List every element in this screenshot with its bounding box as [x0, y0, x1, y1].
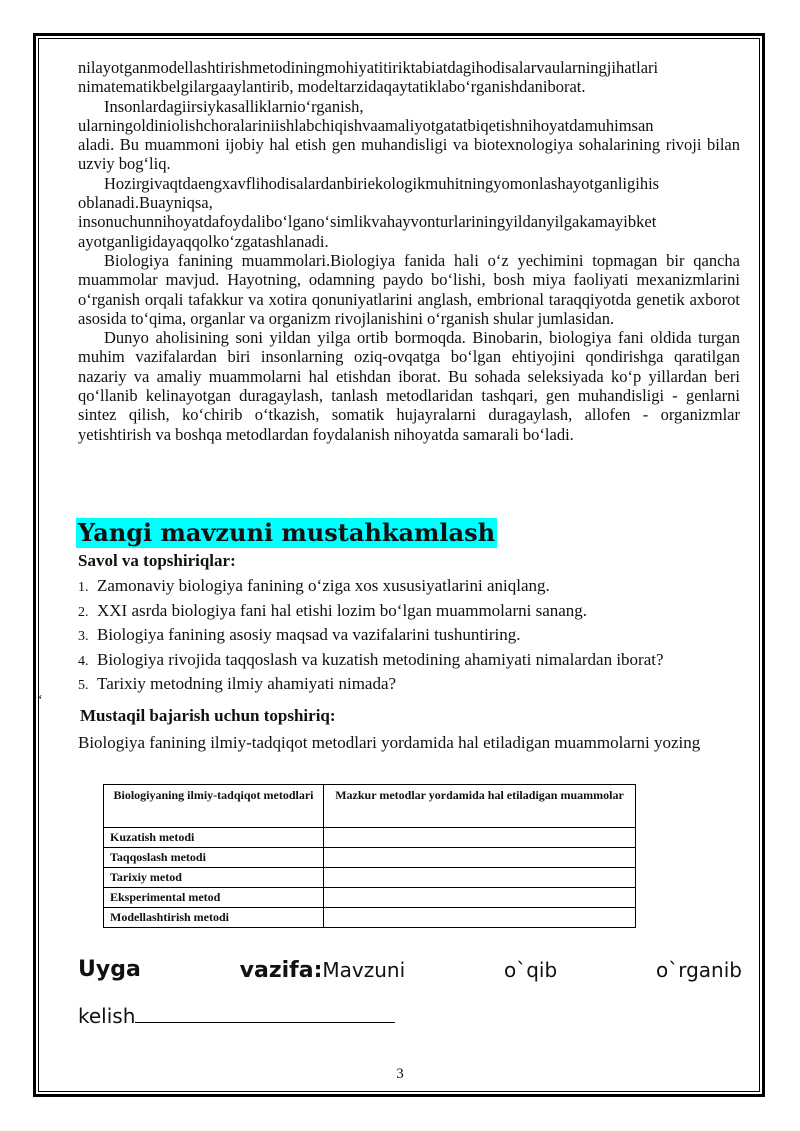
question-item: [78, 623, 664, 648]
table-header-problems: Mazkur metodlar yordamida hal etiladigan muammolar: [324, 785, 636, 828]
table-cell-method: Kuzatish metodi: [104, 828, 324, 848]
paragraph: Hozirgivaqtdaengxavflihodisalardanbiriekologikmuhitningyomonlashayotganligihis: [104, 173, 660, 193]
table-header-methods: Biologiyaning ilmiy-tadqiqot metodlari: [104, 785, 324, 828]
question-number: 4.: [78, 653, 89, 669]
table-cell-method: Modellashtirish metodi: [104, 908, 324, 928]
text-line: nilayotganmodellashtirishmetodiningmohiyatitiriktabiatdagihodisalarvaularningjihatlari: [78, 58, 659, 77]
question-text: Tarixiy metodning ilmiy ahamiyati nimada?: [97, 674, 397, 694]
question-item: [78, 574, 664, 599]
table-row: [104, 868, 636, 888]
table-cell-answer[interactable]: [324, 828, 636, 848]
homework-label-1: Uyga: [78, 957, 141, 982]
table-cell-method: Tarixiy metod: [104, 868, 324, 888]
homework: [78, 953, 742, 1030]
paragraph: Dunyo aholisining soni yildan yilga ortib bormoqda. Binobarin, biologiya fani oldida turgan muhim vazifalardan biri insonlarning oziq-ovqatga bo‘lgan ehtiyojini qondirishga qaratilgan nazariy va amaliy muammolarni hal etishdan iborat. Bu sohada seleksiyada ko‘p yillardan beri qo‘llanib kelinayotgan duragaylash, tanlash metodlaridan tashqari, gen muhandisligi - genlarni sintez qilish, ko‘chirib o‘tkazish, somatik hujayralarni duragaylash, allofen - organizmlar yetishtirish va boshqa metodlardan foydalanish nihoyatda samarali bo‘ladi.: [78, 328, 740, 444]
text-line: ularningoldiniolishchoralariniishlabchiqishvaamaliyotgatatbiqetishnihoyatdamuhimsan: [78, 115, 654, 135]
table-cell-method: Taqqoslash metodi: [104, 848, 324, 868]
paragraph: Insonlardagiirsiykasalliklarnio‘rganish,: [104, 96, 364, 116]
question-text: Zamonaviy biologiya fanining o‘ziga xos xususiyatlarini aniqlang.: [97, 576, 550, 595]
table-row: [104, 828, 636, 848]
task-heading: Mustaqil bajarish uchun topshiriq:: [80, 706, 336, 725]
table-cell-answer[interactable]: [324, 908, 636, 928]
text-line: oblanadi.Buayniqsa,: [78, 193, 213, 213]
body-text: [78, 58, 740, 444]
methods-table: [103, 784, 636, 928]
homework-line: [78, 1000, 742, 1030]
text-line: insonuchunnihoyatdafoydalibo‘lgano‘simlikvahayvonturlariningyildanyilgakamayibket: [78, 212, 657, 232]
section-title: Yangi mavzuni mustahkamlash: [78, 518, 496, 547]
page-number: 3: [396, 1066, 404, 1082]
homework-word: Mavzuni: [322, 958, 406, 982]
homework-blank-line[interactable]: [135, 1000, 395, 1023]
homework-word: o`rganib: [656, 958, 742, 982]
stray-mark: ‘: [38, 693, 43, 708]
task-text: Biologiya fanining ilmiy-tadqiqot metodlari yordamida hal etiladigan muammolarni yozing: [78, 733, 701, 752]
paragraph: aladi. Bu muammoni ijobiy hal etish gen muhandisligi va biotexnologiya sohalarining rivoji bilan uzviy bog‘liq.: [78, 135, 740, 174]
homework-word: o`qib: [503, 958, 558, 982]
table-header-row: [104, 785, 636, 828]
table-cell-answer[interactable]: [324, 888, 636, 908]
table-cell-answer[interactable]: [324, 868, 636, 888]
table-row: [104, 848, 636, 868]
text-line: ayotganligidayaqqolko‘zgatashlanadi.: [78, 231, 329, 251]
question-item: [78, 599, 664, 624]
text-line: nimatematikbelgilargaaylantirib, modeltarzidaqaytatiklabo‘rganishdaniborat.: [78, 77, 586, 97]
question-item: [78, 672, 664, 697]
homework-word: kelish: [78, 1004, 136, 1028]
homework-label-group: [240, 953, 406, 987]
table-cell-method: Eksperimental metod: [104, 888, 324, 908]
question-text: Biologiya rivojida taqqoslash va kuzatish metodining ahamiyati nimalardan iborat?: [97, 649, 664, 669]
table-row: [104, 908, 636, 928]
question-text: Biologiya fanining asosiy maqsad va vazifalarini tushuntiring.: [97, 625, 521, 645]
homework-label-2: vazifa:: [239, 958, 323, 983]
question-text: XXI asrda biologiya fani hal etishi lozim bo‘lgan muammolarni sanang.: [97, 600, 588, 620]
question-number: 2.: [78, 604, 89, 620]
question-number: 5.: [78, 678, 89, 694]
questions-list: [78, 574, 664, 697]
table-row: [104, 888, 636, 908]
homework-line: [78, 953, 742, 987]
table-cell-answer[interactable]: [324, 848, 636, 868]
question-item: [78, 648, 664, 673]
question-number: 3.: [78, 629, 89, 645]
paragraph: Biologiya fanining muammolari.Biologiya fanida hali o‘z yechimini topmagan bir qancha muammolar mavjud. Hayotning, odamning paydo bo‘lishi, bosh miya faoliyati mexanizmlarini o‘rganish orqali tafakkur va xotira qonuniyatlarini anglash, embrional taraqqiyotda genetik axborot asosida to‘qima, organlar va organizm rivojlanishini o‘rganish shular jumlasidan.: [78, 250, 740, 328]
questions-heading: Savol va topshiriqlar:: [78, 551, 236, 570]
question-number: 1.: [78, 580, 89, 595]
